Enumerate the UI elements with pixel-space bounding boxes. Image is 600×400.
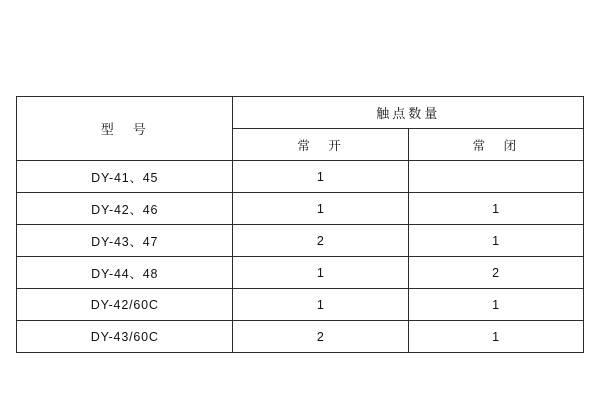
cell-normally-closed [408,321,583,353]
cell-normally-open-text: 1 [316,297,325,312]
table-row [17,321,584,353]
cell-normally-open-text: 1 [316,201,325,216]
cell-model [17,257,233,289]
header-contact-quantity-label: 触点数量 [376,106,441,121]
header-normally-open [233,129,408,161]
cell-normally-open-text: 2 [316,329,325,344]
header-model-label: 型 号 [100,122,149,137]
cell-normally-open-text: 1 [316,169,325,184]
table-row [17,193,584,225]
table-row [17,257,584,289]
cell-model [17,321,233,353]
cell-normally-open-text: 2 [316,233,325,248]
cell-model-text: DY-43/60C [90,329,159,344]
cell-normally-open [233,193,408,225]
cell-normally-closed [408,225,583,257]
cell-normally-closed-text: 2 [492,265,500,280]
table-row [17,289,584,321]
cell-normally-closed-text: 1 [492,329,500,344]
cell-normally-closed-text: 1 [492,297,500,312]
cell-model [17,225,233,257]
cell-normally-open [233,257,408,289]
table-row [17,161,584,193]
cell-normally-closed [408,161,583,193]
header-model [17,97,233,161]
cell-normally-closed-text: 1 [492,233,500,248]
cell-normally-closed [408,193,583,225]
header-contact-quantity [233,97,584,129]
cell-model-text: DY-42、46 [91,202,159,217]
cell-normally-closed [408,289,583,321]
cell-model-text: DY-42/60C [90,297,159,312]
table-header-row-primary [17,97,584,129]
cell-normally-open [233,225,408,257]
spec-table-container [16,96,584,353]
table-row [17,225,584,257]
header-normally-closed-label: 常 闭 [472,138,520,153]
header-normally-open-label: 常 开 [297,138,344,153]
cell-model [17,161,233,193]
cell-model-text: DY-43、47 [91,234,159,249]
contact-quantity-table [16,96,584,353]
cell-normally-closed [408,257,583,289]
cell-model-text: DY-44、48 [91,266,159,281]
cell-model [17,193,233,225]
cell-normally-open [233,289,408,321]
cell-normally-closed-text: 1 [492,201,500,216]
cell-model-text: DY-41、45 [91,170,159,185]
cell-normally-open [233,321,408,353]
cell-normally-open [233,161,408,193]
cell-model [17,289,233,321]
header-normally-closed [408,129,583,161]
cell-normally-open-text: 1 [316,265,325,280]
